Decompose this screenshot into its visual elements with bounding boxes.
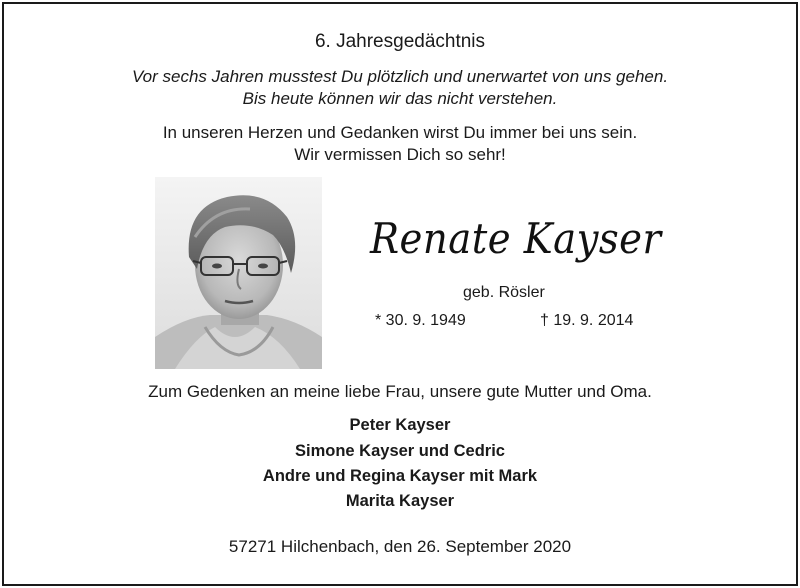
- family-member: Marita Kayser: [345, 492, 455, 510]
- dedication-text: Zum Gedenken an meine liebe Frau, unsere gute Mutter und Oma.: [148, 382, 652, 401]
- verse-line-1: In unseren Herzen und Gedanken wirst Du immer bei uns sein.: [162, 123, 638, 142]
- family-member: Peter Kayser: [349, 416, 451, 434]
- portrait-image: [155, 177, 322, 369]
- death-date: † 19. 9. 2014: [540, 312, 634, 329]
- anniversary-heading: 6. Jahresgedächtnis: [314, 31, 486, 52]
- maiden-name: geb. Rösler: [463, 284, 545, 301]
- family-member: Andre und Regina Kayser mit Mark: [262, 467, 538, 485]
- birth-date: * 30. 9. 1949: [375, 312, 466, 329]
- family-member: Simone Kayser und Cedric: [295, 442, 505, 460]
- deceased-name: Renate Kayser: [370, 214, 662, 263]
- verse-line-2: Wir vermissen Dich so sehr!: [294, 145, 506, 164]
- place-and-date: 57271 Hilchenbach, den 26. September 2020: [228, 537, 572, 556]
- intro-line-2: Bis heute können wir das nicht verstehen.: [242, 89, 558, 108]
- intro-line-1: Vor sechs Jahren musstest Du plötzlich und unerwartet von uns gehen.: [131, 67, 669, 86]
- portrait-photo: [155, 177, 322, 369]
